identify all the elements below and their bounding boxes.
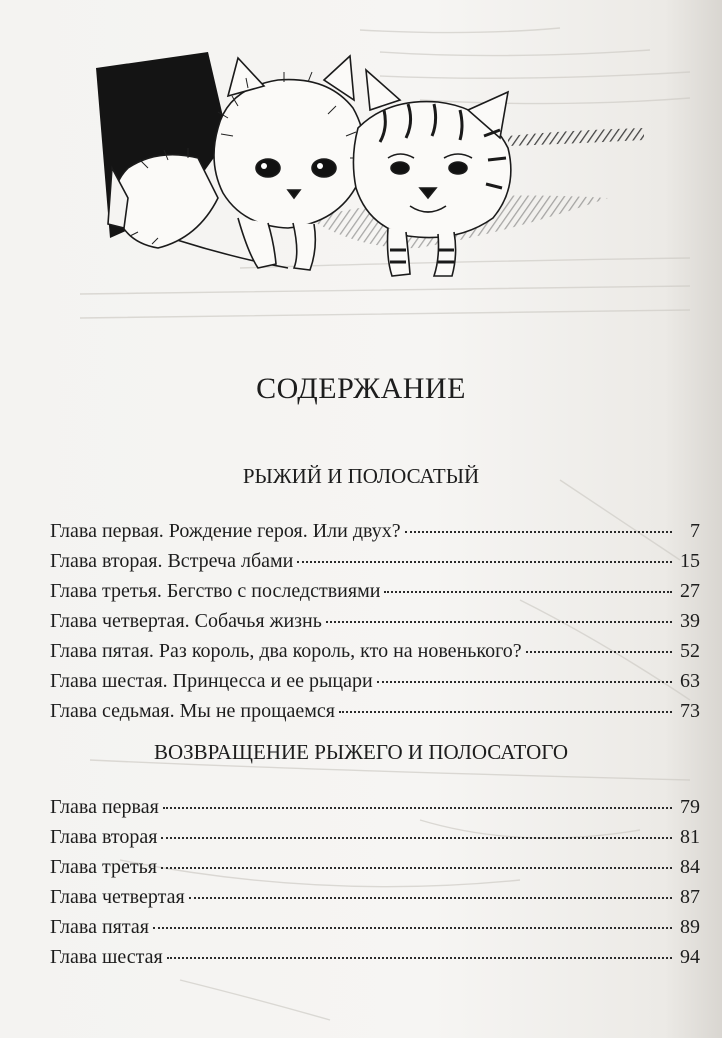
- dot-leader: [161, 837, 672, 839]
- toc-entry-page: 7: [690, 520, 700, 542]
- dot-leader: [163, 807, 672, 809]
- toc-entry[interactable]: [50, 886, 700, 916]
- toc-entry[interactable]: [50, 826, 700, 856]
- dot-leader: [339, 711, 672, 713]
- toc-entry[interactable]: [50, 640, 700, 670]
- toc-entry-label: Глава шестая. Принцесса и ее рыцари: [50, 670, 373, 692]
- two-kittens-illustration: [88, 18, 648, 293]
- toc-entry-label: Глава третья. Бегство с последствиями: [50, 580, 381, 602]
- toc-entry-label: Глава седьмая. Мы не прощаемся: [50, 700, 335, 722]
- section-heading-2: ВОЗВРАЩЕНИЕ РЫЖЕГО И ПОЛОСАТОГО: [153, 740, 569, 764]
- toc-entry-label: Глава пятая: [50, 916, 149, 938]
- toc-entry[interactable]: [50, 520, 700, 550]
- dot-leader: [405, 531, 672, 533]
- toc-entry-page: 94: [680, 946, 700, 968]
- dot-leader: [377, 681, 672, 683]
- toc-entry[interactable]: [50, 856, 700, 886]
- toc-entry-page: 52: [680, 640, 700, 662]
- dot-leader: [326, 621, 672, 623]
- toc-entry[interactable]: [50, 946, 700, 976]
- dot-leader: [384, 591, 672, 593]
- toc-entry-page: 89: [680, 916, 700, 938]
- dot-leader: [297, 561, 672, 563]
- toc-entry-label: Глава первая. Рождение героя. Или двух?: [50, 520, 401, 542]
- toc-entry-label: Глава третья: [50, 856, 157, 878]
- toc-entry-page: 39: [680, 610, 700, 632]
- toc-entry[interactable]: [50, 916, 700, 946]
- toc-entry-label: Глава четвертая. Собачья жизнь: [50, 610, 322, 632]
- toc-entry-label: Глава пятая. Раз король, два король, кто на новенького?: [50, 640, 522, 662]
- toc-entry-page: 63: [680, 670, 700, 692]
- toc-entry[interactable]: [50, 700, 700, 730]
- toc-entry-label: Глава шестая: [50, 946, 163, 968]
- toc-entry[interactable]: [50, 610, 700, 640]
- toc-entry-page: 79: [680, 796, 700, 818]
- toc-entry-page: 73: [680, 700, 700, 722]
- toc-entry-page: 87: [680, 886, 700, 908]
- toc-entry[interactable]: [50, 550, 700, 580]
- dot-leader: [161, 867, 672, 869]
- dot-leader: [189, 897, 672, 899]
- toc-list-section-2: [50, 796, 700, 976]
- toc-entry-page: 84: [680, 856, 700, 878]
- toc-entry[interactable]: [50, 670, 700, 700]
- toc-entry[interactable]: [50, 580, 700, 610]
- dot-leader: [153, 927, 672, 929]
- section-heading-1: РЫЖИЙ И ПОЛОСАТЫЙ: [242, 464, 480, 488]
- page-title: СОДЕРЖАНИЕ: [256, 372, 466, 405]
- toc-list-section-1: [50, 520, 700, 730]
- toc-entry-label: Глава вторая. Встреча лбами: [50, 550, 294, 572]
- toc-entry-label: Глава четвертая: [50, 886, 185, 908]
- dot-leader: [526, 651, 672, 653]
- toc-entry[interactable]: [50, 796, 700, 826]
- toc-entry-label: Глава вторая: [50, 826, 158, 848]
- dot-leader: [167, 957, 672, 959]
- toc-entry-page: 27: [680, 580, 700, 602]
- toc-entry-label: Глава первая: [50, 796, 159, 818]
- toc-entry-page: 15: [680, 550, 700, 572]
- toc-entry-page: 81: [680, 826, 700, 848]
